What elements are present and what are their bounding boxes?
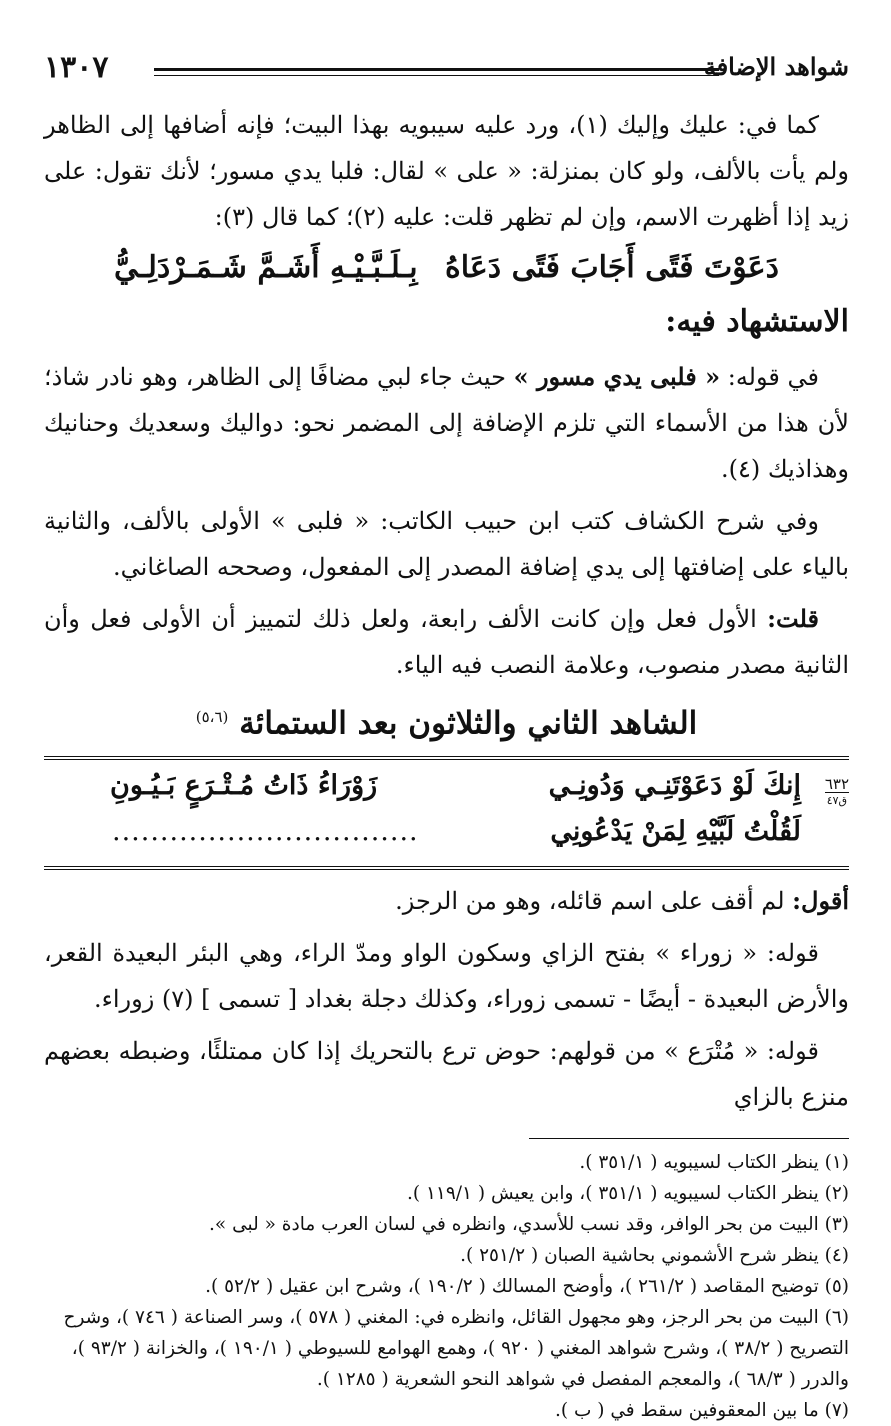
paragraph-2-rest: حيث جاء لبي مضافًا إلى الظاهر، وهو نادر شاذ؛ لأن هذا من الأسماء التي تلزم الإضافة إلى المضمر نحو: دواليك وسعديك وحنانيك وهذاذيك (٤). — [44, 363, 849, 483]
running-title: شواهد الإضافة — [703, 52, 849, 81]
paragraph-3: وفي شرح الكشاف كتب ابن حبيب الكاتب: « فلبى » الأولى بالألف، والثانية بالياء على إضافتها إلى يدي إضافة المصدر إلى المفعول، وصححه الصاغاني. — [44, 507, 849, 581]
footnote-3: (٣) البيت من بحر الوافر، وقد نسب للأسدي، وانظره في لسان العرب مادة « لبى ». — [208, 1214, 849, 1236]
footnote-6: (٦) البيت من بحر الرجز، وهو مجهول القائل، وانظره في: المغني ( ٥٧٨ )، وسر الصناعة ( ٧٤٦ )، وشرح التصريح ( ٣٨/٢ )، وشرح شواهد المغني ( ٩٢٠ )، وهمع الهوامع للسيوطي ( ١٩٠/١ )، والخزانة ( ٩٣/٢ )، والدرر ( ٦٨/٣ )، والمعجم المفصل في شواهد النحو الشعرية ( ١٢٨٥ ). — [63, 1307, 849, 1391]
verse-box-line2-right: لَقُلْتُ لَبَّيْهِ لِمَنْ يَدْعُونِي — [550, 816, 801, 848]
footnote-5: (٥) توضيح المقاصد ( ٢٦١/٢ )، وأوضح المسالك ( ١٩٠/٢ )، وشرح ابن عقيل ( ٥٢/٢ ). — [205, 1276, 849, 1298]
witness-heading — [44, 694, 849, 746]
verse-box — [44, 756, 849, 870]
footnote-1: (١) ينظر الكتاب لسيبويه ( ٣٥١/١ ). — [579, 1152, 849, 1174]
verse-1-first-hemistich: دَعَوْتَ فَتًى أَجَابَ فَتًى دَعَاهُ — [445, 250, 779, 285]
verse-number — [825, 776, 849, 809]
paragraph-6: قوله: « زوراء » بفتح الزاي وسكون الواو ومدّ الراء، وهي البئر البعيدة القعر، والأرض البعيدة - أيضًا - تسمى زوراء، وكذلك دجلة بغداد [ تسمى ] (٧) زوراء. — [44, 939, 849, 1014]
verse-1-second-hemistich: بِـلَـبَّـيْـهِ أَشَـمَّ شَـمَـرْدَلِـيُّ — [114, 250, 418, 285]
paragraph-1: كما في: عليك وإليك (١)، ورد عليه سيبويه بهذا البيت؛ فإنه أضافها إلى الظاهر ولم يأت بالألف، ولو كان بمنزلة: « على » لقال: فلبا يدي مسور؛ لأنك تقول: على زيد إذا أظهرت الاسم، وإن لم تظهر قلت: عليه (٢)؛ كما قال (٣): — [44, 111, 849, 231]
verse-box-line2-dots: ................................ — [112, 816, 419, 848]
page-number: ١٣٠٧ — [44, 50, 109, 85]
paragraph-5 — [44, 878, 849, 924]
paragraph-5-lead: أقول: — [792, 886, 849, 916]
verse-number-label: ق٤٧ — [826, 794, 848, 808]
paragraph-2-lead: في قوله: — [720, 363, 820, 391]
footnote-7: (٧) ما بين المعقوفين سقط في ( ب ). — [554, 1400, 849, 1422]
footnote-2: (٢) ينظر الكتاب لسيبويه ( ٣٥١/١ )، وابن يعيش ( ١١٩/١ ). — [407, 1183, 849, 1205]
paragraph-4 — [44, 596, 849, 688]
footnote-rule — [529, 1138, 849, 1139]
witness-footnote-ref: (٥،٦) — [195, 708, 229, 726]
paragraph-2-quote: « فلبى يدي مسور » — [513, 362, 721, 391]
header-rule — [154, 68, 719, 76]
footnote-4: (٤) ينظر شرح الأشموني بحاشية الصبان ( ٢٥١/٢ ). — [460, 1245, 849, 1267]
verse-box-line1-right: إِنكَ لَوْ دَعَوْتَنِـي وَدُونِـي — [548, 770, 801, 802]
paragraph-7: قوله: « مُتْرَع » من قولهم: حوض ترع بالتحريك إذا كان ممتلئًا، وضبطه بعضهم منزع بالزاي — [44, 1037, 849, 1112]
footnotes — [44, 1147, 849, 1426]
verse-number-value: ٦٣٢ — [824, 775, 849, 794]
witness-title: الشاهد الثاني والثلاثون بعد الستمائة — [239, 705, 698, 742]
verse-box-line1-left: زَوْرَاءُ ذَاتُ مُـتْـرَعٍ بَـيُـونِ — [110, 770, 378, 802]
paragraph-4-rest: الأول فعل وإن كانت الألف رابعة، ولعل ذلك لتمييز أن الأولى فعل وأن الثانية مصدر منصوب، وعلامة النصب فيه الياء. — [44, 605, 849, 679]
paragraph-5-rest: لم أقف على اسم قائله، وهو من الرجز. — [395, 887, 793, 916]
page-header — [44, 42, 849, 102]
istishhad-heading: الاستشهاد فيه: — [665, 304, 849, 339]
verse-1 — [44, 246, 849, 298]
paragraph-4-lead: قلت: — [767, 604, 819, 633]
paragraph-2 — [44, 354, 849, 492]
book-page — [44, 42, 849, 1426]
